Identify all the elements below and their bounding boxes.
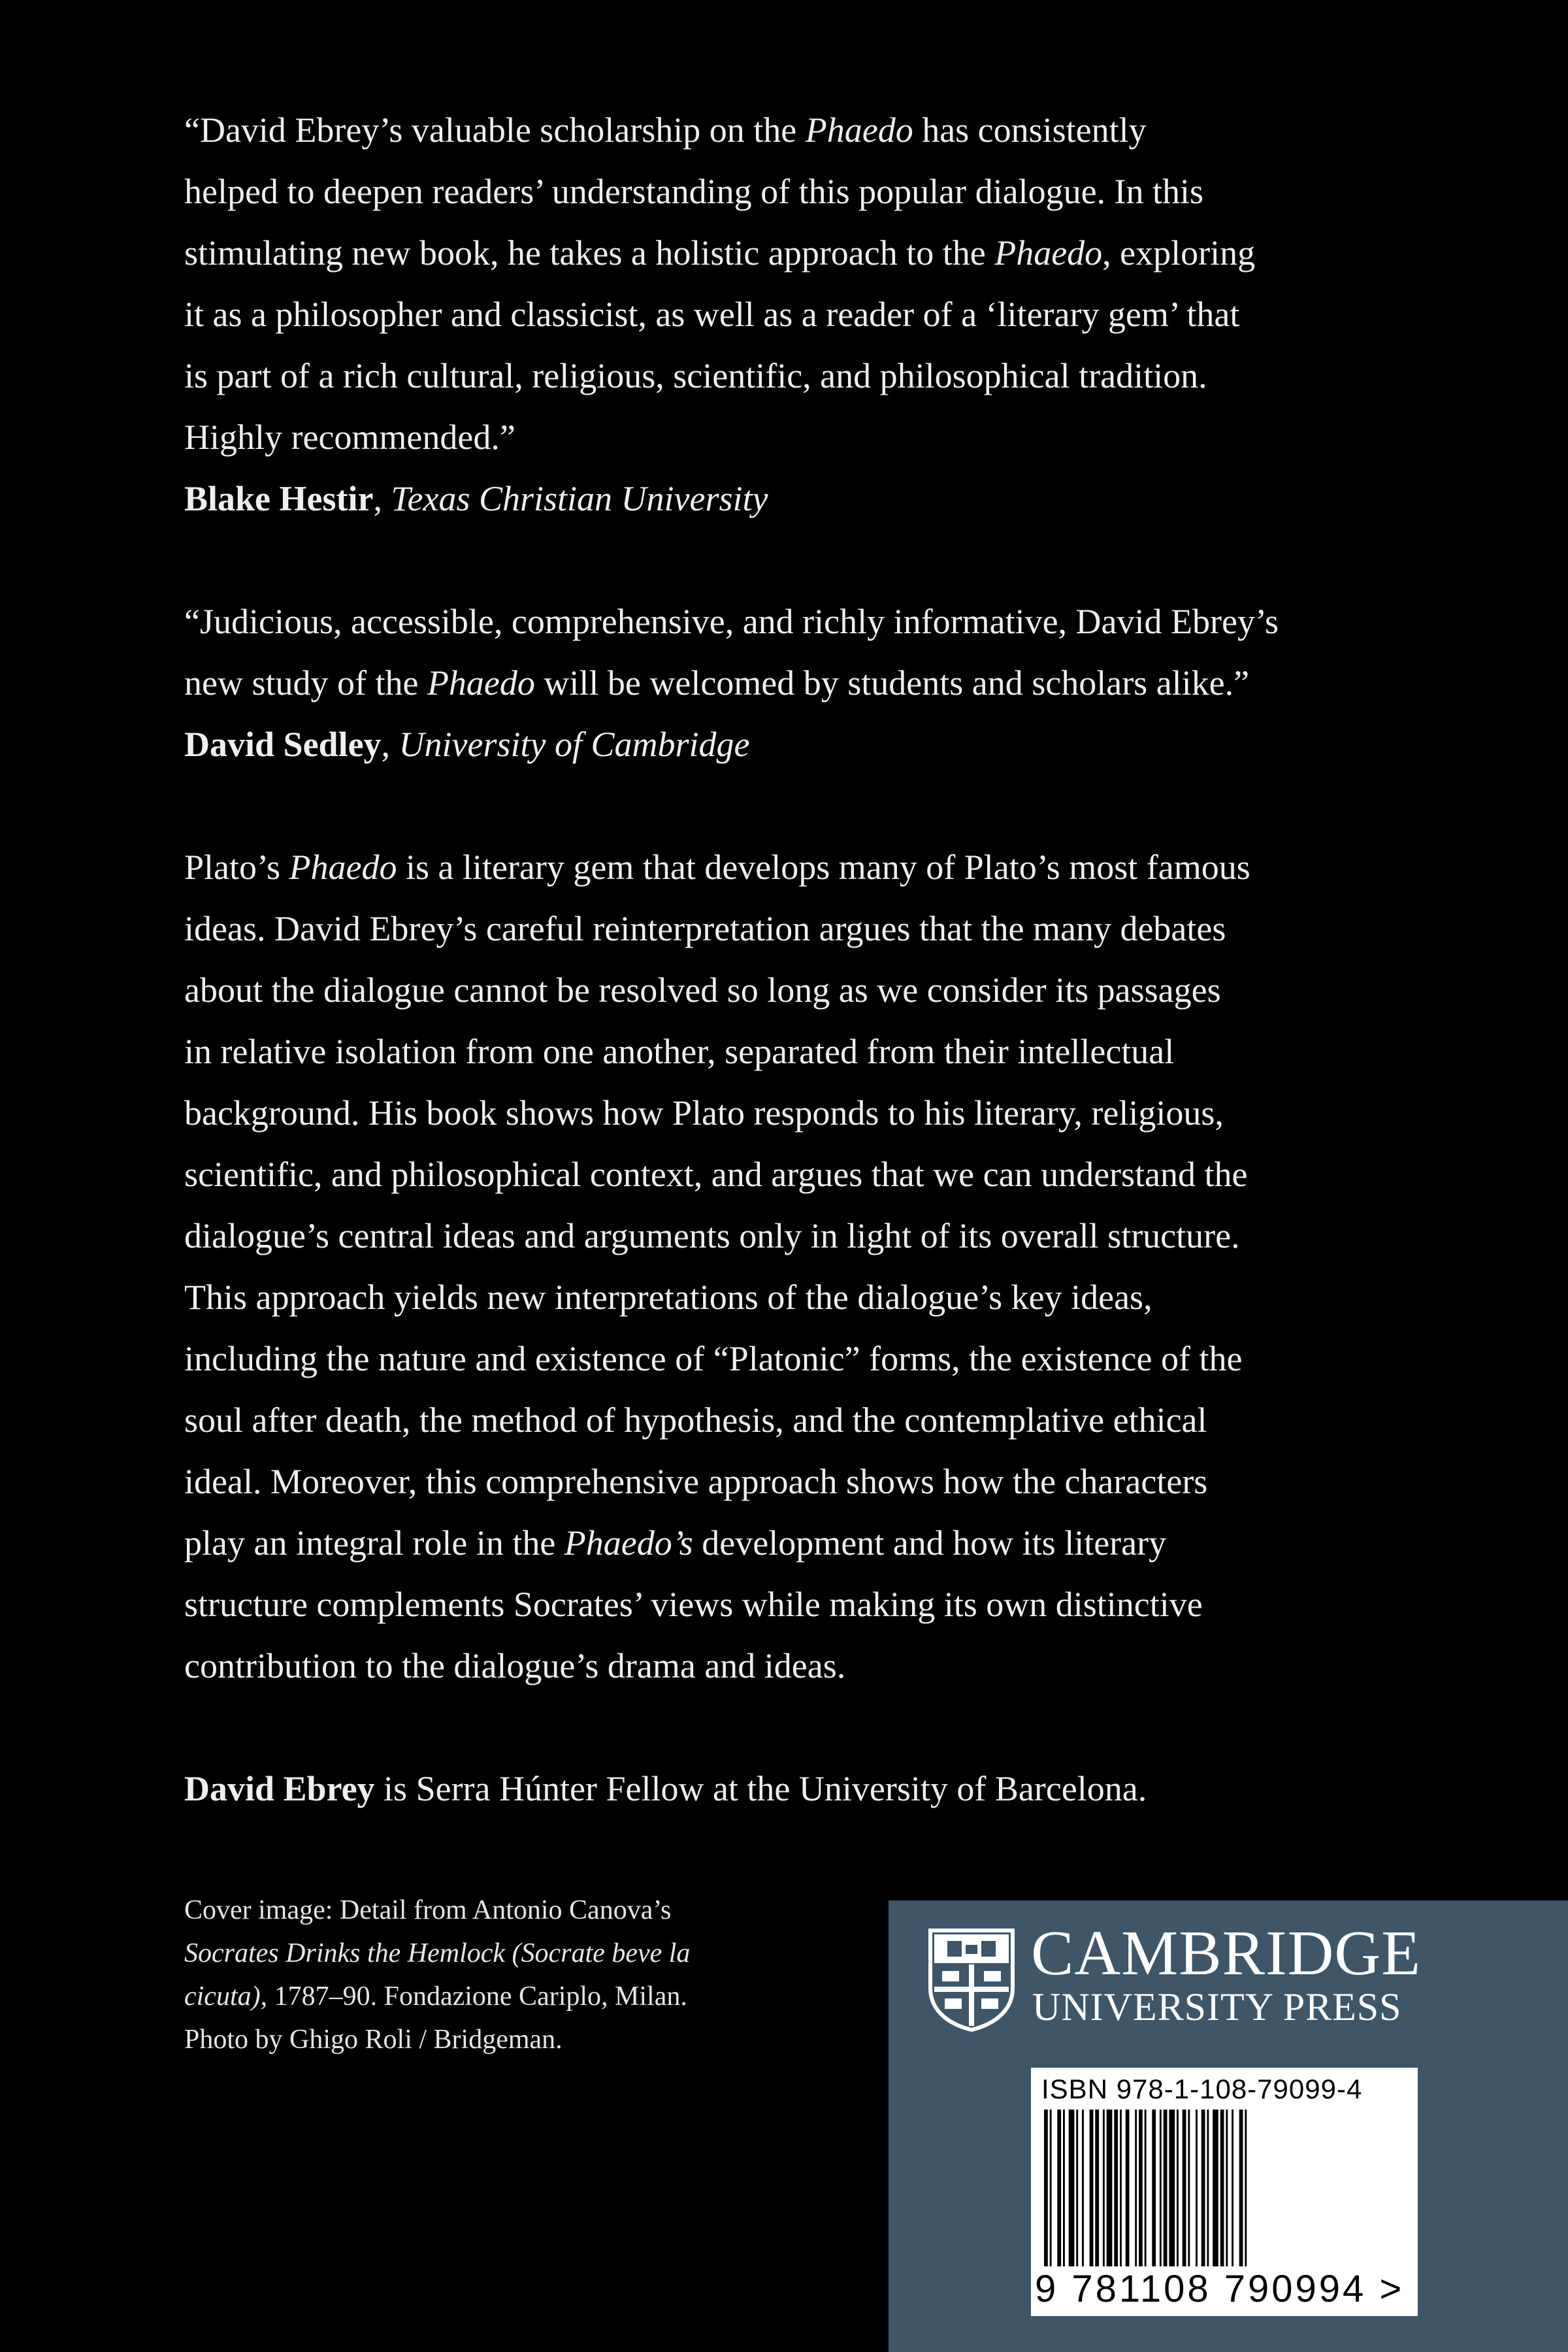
publisher-panel — [889, 1900, 1568, 2352]
text-line: ideas. David Ebrey’s careful reinterpretation argues that the many debates — [184, 909, 1226, 948]
cambridge-shield-icon — [928, 1928, 1015, 2032]
author-bio — [184, 1758, 1413, 1819]
text-line: Photo by Ghigo Roli / Bridgeman. — [184, 2025, 563, 2055]
text-line: Socrates Drinks the Hemlock (Socrate beve la — [184, 1938, 691, 1968]
text-line: Plato’s Phaedo is a literary gem that develops many of Plato’s most famous — [184, 848, 1250, 887]
isbn-digits: 9 781108 790994 > — [1035, 2268, 1405, 2310]
quote1-attribution: Blake Hestir, Texas Christian University — [184, 479, 768, 518]
text-line: Highly recommended.” — [184, 418, 515, 457]
quote1-affiliation: Texas Christian University — [391, 479, 768, 518]
isbn-label: ISBN 978-1-108-79099-4 — [1041, 2074, 1363, 2104]
text-line: in relative isolation from one another, separated from their intellectual — [184, 1032, 1175, 1071]
text-line: “Judicious, accessible, comprehensive, and richly informative, David Ebrey’s — [184, 602, 1279, 641]
text-line: play an integral role in the Phaedo’s development and how its literary — [184, 1523, 1167, 1563]
text-line: Cover image: Detail from Antonio Canova’s — [184, 1895, 672, 1925]
publisher-subname: UNIVERSITY PRESS — [1032, 1985, 1402, 2029]
isbn-barcode — [1031, 2068, 1418, 2316]
quote1-author: Blake Hestir — [184, 479, 374, 518]
publisher-name: CAMBRIDGE — [1031, 1918, 1422, 1989]
text-line: cicuta), 1787–90. Fondazione Cariplo, Milan. — [184, 1981, 687, 2012]
text-line: background. His book shows how Plato responds to his literary, religious, — [184, 1093, 1224, 1133]
bio-author-name: David Ebrey — [184, 1769, 375, 1808]
text-line: new study of the Phaedo will be welcomed by students and scholars alike.” — [184, 663, 1250, 703]
quote2-attribution: David Sedley, University of Cambridge — [184, 725, 750, 764]
text-line: helped to deepen readers’ understanding of this popular dialogue. In this — [184, 172, 1204, 211]
quote2-body — [184, 591, 1413, 714]
text-line: “David Ebrey’s valuable scholarship on the Phaedo has consistently — [184, 110, 1147, 150]
quote2-author: David Sedley — [184, 725, 382, 764]
quote1-body — [184, 99, 1413, 468]
text-line: about the dialogue cannot be resolved so long as we consider its passages — [184, 970, 1221, 1010]
text-line: contribution to the dialogue’s drama and ideas. — [184, 1646, 846, 1685]
book-description — [184, 836, 1413, 1697]
text-line: stimulating new book, he takes a holistic approach to the Phaedo, exploring — [184, 233, 1256, 273]
text-line: structure complements Socrates’ views while making its own distinctive — [184, 1585, 1203, 1624]
text-line: This approach yields new interpretations of the dialogue’s key ideas, — [184, 1278, 1152, 1317]
cover-image-credit — [184, 1889, 844, 2061]
text-line: is part of a rich cultural, religious, scientific, and philosophical tradition. — [184, 356, 1207, 395]
quote2-affiliation: University of Cambridge — [399, 725, 750, 764]
text-line: it as a philosopher and classicist, as well as a reader of a ‘literary gem’ that — [184, 295, 1240, 334]
text-line: soul after death, the method of hypothesis, and the contemplative ethical — [184, 1400, 1207, 1440]
text-line: scientific, and philosophical context, and argues that we can understand the — [184, 1155, 1248, 1194]
back-cover-text — [184, 99, 1413, 1819]
bio-text: is Serra Húnter Fellow at the University of Barcelona. — [374, 1769, 1147, 1808]
text-line: ideal. Moreover, this comprehensive approach shows how the characters — [184, 1462, 1208, 1501]
quote-blake-hestir — [184, 99, 1413, 529]
barcode-bars — [1041, 2110, 1407, 2266]
text-line: dialogue’s central ideas and arguments only in light of its overall structure. — [184, 1216, 1240, 1255]
quote-david-sedley — [184, 591, 1413, 775]
text-line: including the nature and existence of “Platonic” forms, the existence of the — [184, 1339, 1243, 1378]
